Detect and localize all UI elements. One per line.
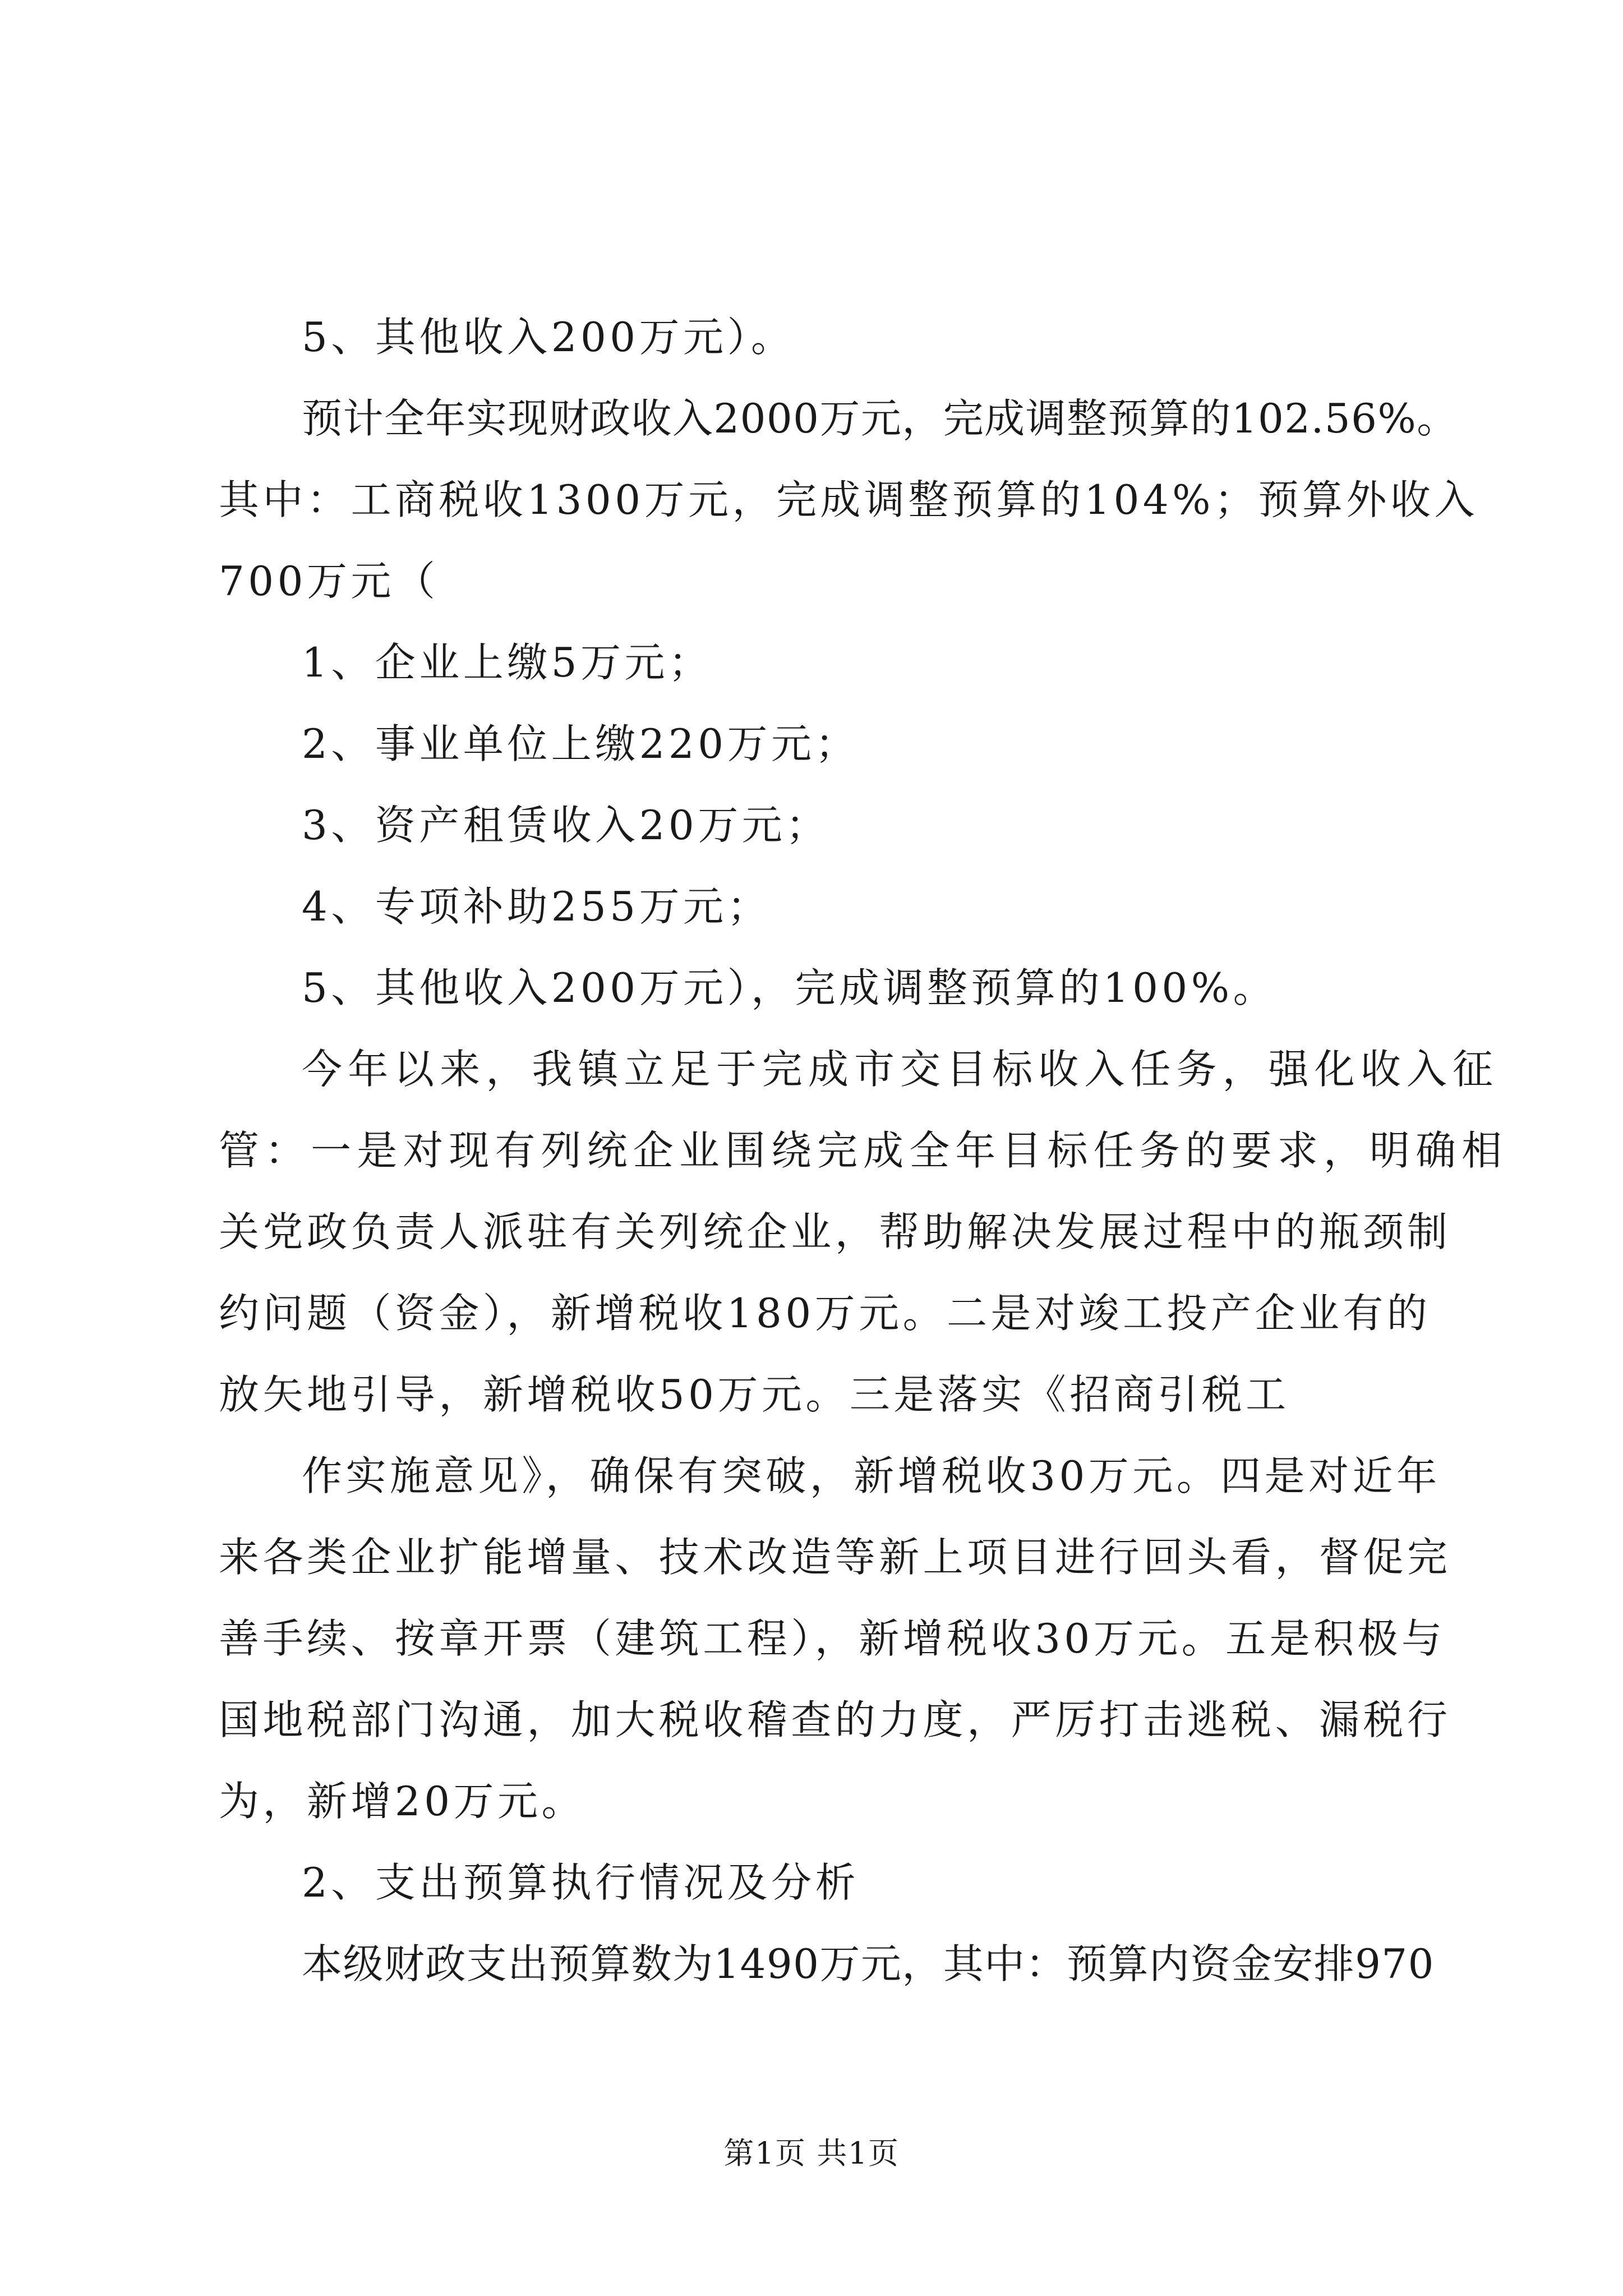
- list-item: 1、企业上缴5万元；: [302, 639, 713, 686]
- list-item: 4、专项补助255万元；: [302, 883, 771, 930]
- paragraph-line: 善手续、按章开票（建筑工程），新增税收30万元。五是积极与: [219, 1615, 1446, 1662]
- paragraph-line: 关党政负责人派驻有关列统企业，帮助解决发展过程中的瓶颈制: [219, 1208, 1451, 1255]
- list-item: 2、事业单位上缴220万元；: [302, 720, 859, 767]
- list-item: 5、其他收入200万元），完成调整预算的100%。: [302, 964, 1278, 1011]
- paragraph-line: 今年以来，我镇立足于完成市交目标收入任务，强化收入征: [302, 1046, 1499, 1093]
- paragraph-line: 其中：工商税收1300万元，完成调整预算的104%；预算外收入: [219, 476, 1478, 523]
- paragraph-line: 预计全年实现财政收入2000万元，完成调整预算的102.56%。: [302, 395, 1458, 442]
- paragraph-line: 放矢地引导，新增税收50万元。三是落实《招商引税工: [219, 1371, 1290, 1418]
- paragraph-line: 本级财政支出预算数为1490万元，其中：预算内资金安排970: [302, 1940, 1435, 1987]
- paragraph-line: 作实施意见》，确保有突破，新增税收30万元。四是对近年: [302, 1452, 1441, 1499]
- section-heading: 2、支出预算执行情况及分析: [302, 1859, 860, 1906]
- paragraph-line: 来各类企业扩能增量、技术改造等新上项目进行回头看，督促完: [219, 1534, 1451, 1581]
- paragraph-line: 国地税部门沟通，加大税收稽查的力度，严厉打击逃税、漏税行: [219, 1696, 1451, 1743]
- paragraph-line: 5、其他收入200万元）。: [302, 314, 795, 361]
- paragraph-line: 700万元（: [219, 558, 439, 605]
- page-footer: 第1页 共1页: [723, 2136, 900, 2171]
- paragraph-line: 为，新增20万元。: [219, 1778, 585, 1825]
- paragraph-line: 管：一是对现有列统企业围绕完成全年目标任务的要求，明确相: [219, 1127, 1508, 1174]
- list-item: 3、资产租赁收入20万元；: [302, 802, 830, 849]
- paragraph-line: 约问题（资金），新增税收180万元。二是对竣工投产企业有的: [219, 1290, 1431, 1337]
